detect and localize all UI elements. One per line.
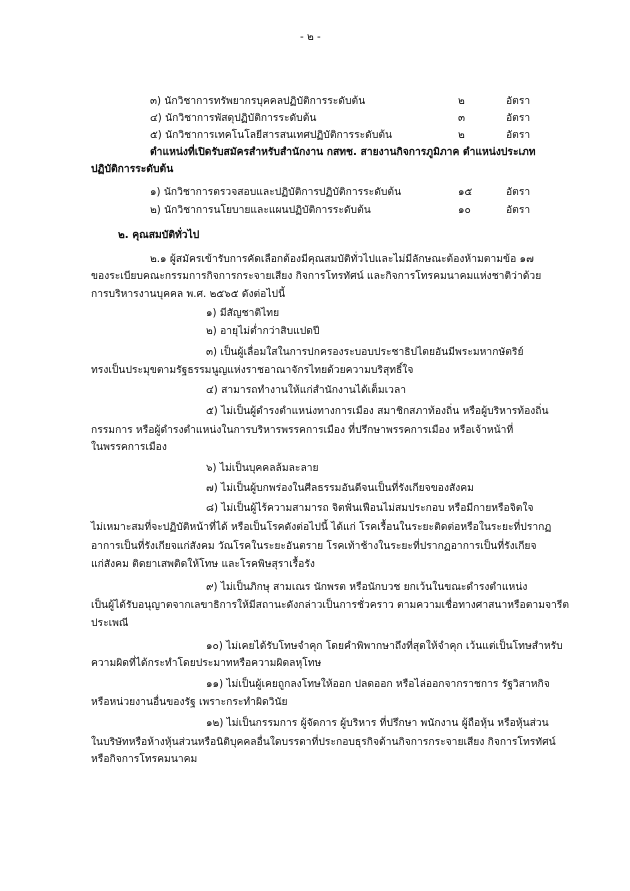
qualification-item: ๖) ไม่เป็นบุคคลล้มละลาย [206, 462, 319, 474]
position-unit: อัตรา [506, 129, 531, 141]
qualification-item: ๑๑) ไม่เป็นผู้เคยถูกลงโทษให้ออก ปลดออก หรือไล่ออกจากราชการ รัฐวิสาหกิจ [206, 678, 550, 690]
qualification-item-cont: เป็นผู้ได้รับอนุญาตจากเลขาธิการให้มีสถานะดังกล่าวเป็นการชั่วคราว ตามความเชื่อทางศาสนาหรือตามจารีต [91, 599, 570, 611]
page-number: - ๒ - [300, 31, 321, 43]
position-count: ๒ [458, 129, 465, 141]
position-item: ๑) นักวิชาการตรวจสอบและปฏิบัติการปฏิบัติการระดับต้น [150, 186, 402, 198]
region-heading-line2: ปฏิบัติการระดับต้น [91, 163, 174, 175]
qualification-item-cont: หรือหน่วยงานอื่นของรัฐ เพราะกระทำผิดวินัย [91, 696, 288, 708]
qualification-item-cont: ทรงเป็นประมุขตามรัฐธรรมนูญแห่งราชอาณาจักรไทยด้วยความบริสุทธิ์ใจ [91, 364, 414, 376]
position-unit: อัตรา [506, 186, 531, 198]
qualification-item: ๑) มีสัญชาติไทย [206, 307, 280, 319]
position-unit: อัตรา [506, 95, 531, 107]
qualification-item: ๑๐) ไม่เคยได้รับโทษจำคุก โดยคำพิพากษาถึงที่สุดให้จำคุก เว้นแต่เป็นโทษสำหรับ [206, 640, 563, 652]
position-count: ๑๐ [458, 204, 471, 216]
qualification-item-cont: อาการเป็นที่รังเกียจแก่สังคม วัณโรคในระยะอันตราย โรคเท้าช้างในระยะที่ปรากฏอาการเป็นที่รังเกียจ [91, 540, 537, 552]
position-unit: อัตรา [506, 112, 531, 124]
paragraph-line: ๒.๑ ผู้สมัครเข้ารับการคัดเลือกต้องมีคุณสมบัติทั่วไปและไม่มีลักษณะต้องห้ามตามข้อ ๑๗ [150, 253, 534, 265]
position-count: ๑๕ [458, 186, 473, 198]
paragraph-line: การบริหารงานบุคคล พ.ศ. ๒๕๖๕ ดังต่อไปนี้ [91, 288, 286, 300]
qualification-item: ๕) ไม่เป็นผู้ดำรงตำแหน่งทางการเมือง สมาชิกสภาท้องถิ่น หรือผู้บริหารท้องถิ่น [206, 405, 549, 417]
paragraph-line: ของระเบียบคณะกรรมการกิจการกระจายเสียง กิจการโทรทัศน์ และกิจการโทรคมนาคมแห่งชาติว่าด้วย [91, 270, 542, 282]
qualification-item-cont: แก่สังคม ติดยาเสพติดให้โทษ และโรคพิษสุราเรื้อรัง [91, 558, 315, 570]
region-heading-line1: ตำแหน่งที่เปิดรับสมัครสำหรับสำนักงาน กสทช. สายงานกิจการภูมิภาค ตำแหน่งประเภท [150, 146, 536, 158]
qualification-item-cont: ในพรรคการเมือง [91, 441, 167, 453]
qualification-item: ๔) สามารถทำงานให้แก่สำนักงานได้เต็มเวลา [206, 384, 407, 396]
position-item: ๒) นักวิชาการนโยบายและแผนปฏิบัติการระดับต้น [150, 204, 371, 216]
qualification-item-cont: กรรมการ หรือผู้ดำรงตำแหน่งในการบริหารพรรคการเมือง ที่ปรึกษาพรรคการเมือง หรือเจ้าหน้าที่ [91, 424, 514, 436]
qualification-item-cont: ไม่เหมาะสมที่จะปฏิบัติหน้าที่ได้ หรือเป็นโรคดังต่อไปนี้ ได้แก่ โรคเรื้อนในระยะติดต่อหรือในระยะที่ปรากฏ [91, 521, 552, 533]
qualification-item-cont: ประเพณี [91, 617, 129, 629]
position-item: ๕) นักวิชาการเทคโนโลยีสารสนเทศปฏิบัติการระดับต้น [150, 129, 393, 141]
position-item: ๓) นักวิชาการทรัพยากรบุคคลปฏิบัติการระดับต้น [150, 95, 366, 107]
qualification-item-cont: หรือกิจการโทรคมนาคม [91, 753, 198, 765]
position-item: ๔) นักวิชาการพัสดุปฏิบัติการระดับต้น [150, 112, 317, 124]
qualification-item-cont: ความผิดที่ได้กระทำโดยประมาทหรือความผิดลหุโทษ [91, 657, 322, 669]
qualification-item-cont: ในบริษัทหรือห้างหุ้นส่วนหรือนิติบุคคลอื่นใดบรรดาที่ประกอบธุรกิจด้านกิจการกระจายเสียง กิจการโทรทัศน์ [91, 736, 556, 748]
position-count: ๒ [458, 95, 465, 107]
qualification-item: ๗) ไม่เป็นผู้บกพร่องในศีลธรรมอันดีจนเป็นที่รังเกียจของสังคม [206, 482, 474, 494]
section-heading: ๒. คุณสมบัติทั่วไป [118, 229, 200, 241]
position-count: ๓ [458, 112, 466, 124]
qualification-item: ๒) อายุไม่ต่ำกว่าสิบแปดปี [206, 325, 320, 337]
qualification-item: ๑๒) ไม่เป็นกรรมการ ผู้จัดการ ผู้บริหาร ที่ปรึกษา พนักงาน ผู้ถือหุ้น หรือหุ้นส่วน [206, 717, 549, 729]
qualification-item: ๓) เป็นผู้เลื่อมใสในการปกครองระบอบประชาธิปไตยอันมีพระมหากษัตริย์ [206, 346, 524, 358]
qualification-item: ๘) ไม่เป็นผู้ไร้ความสามารถ จิตฟั่นเฟือนไม่สมประกอบ หรือมีกายหรือจิตใจ [206, 502, 534, 514]
qualification-item: ๙) ไม่เป็นภิกษุ สามเณร นักพรต หรือนักบวช ยกเว้นในขณะดำรงตำแหน่ง [206, 581, 528, 593]
position-unit: อัตรา [506, 204, 531, 216]
